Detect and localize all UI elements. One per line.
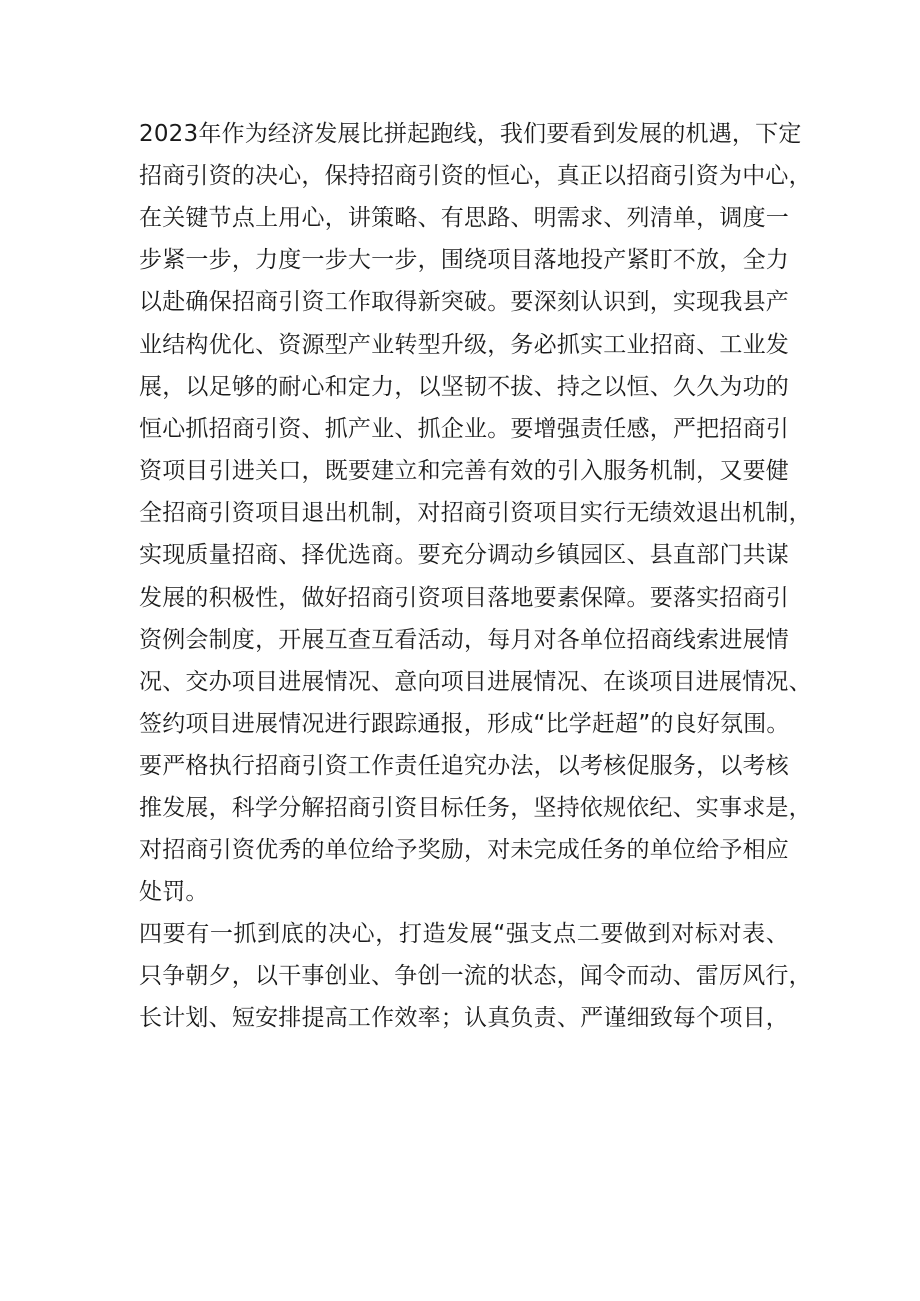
text-line: 发展的积极性，做好招商引资项目落地要素保障。要落实招商引 xyxy=(139,585,789,611)
text-line: 资例会制度，开展互查互看活动，每月对各单位招商线索进展情 xyxy=(139,627,789,653)
text-line: 四要有一抓到底的决心，打造发展“强支点二要做到对标对表、 xyxy=(139,921,789,947)
text-line: 以赴确保招商引资工作取得新突破。要深刻认识到，实现我县产 xyxy=(139,289,789,315)
text-line: 展，以足够的耐心和定力，以坚韧不拔、持之以恒、久久为功的 xyxy=(139,374,789,400)
text-line: 推发展，科学分解招商引资目标任务，坚持依规依纪、实事求是， xyxy=(139,795,812,821)
text-line: 招商引资的决心，保持招商引资的恒心，真正以招商引资为中心， xyxy=(139,163,812,189)
text-line: 资项目引进关口，既要建立和完善有效的引入服务机制，又要健 xyxy=(139,458,789,484)
text-line: 况、交办项目进展情况、意向项目进展情况、在谈项目进展情况、 xyxy=(139,669,812,695)
text-line: 签约项目进展情况进行跟踪通报，形成“比学赶超”的良好氛围。 xyxy=(139,711,790,737)
text-line: 处罚。 xyxy=(139,879,209,905)
text-line: 对招商引资优秀的单位给予奖励，对未完成任务的单位给予相应 xyxy=(139,837,789,863)
text-line: 在关键节点上用心，讲策略、有思路、明需求、列清单，调度一 xyxy=(139,205,789,231)
text-line: 实现质量招商、择优选商。要充分调动乡镇园区、县直部门共谋 xyxy=(139,542,789,568)
text-line: 步紧一步，力度一步大一步，围绕项目落地投产紧盯不放，全力 xyxy=(139,247,789,273)
text-line: 要严格执行招商引资工作责任追究办法，以考核促服务，以考核 xyxy=(139,753,789,779)
text-line: 长计划、短安排提高工作效率；认真负责、严谨细致每个项目， xyxy=(139,1005,789,1031)
text-line: 业结构优化、资源型产业转型升级，务必抓实工业招商、工业发 xyxy=(139,332,789,358)
text-line: 恒心抓招商引资、抓产业、抓企业。要增强责任感，严把招商引 xyxy=(139,416,789,442)
text-line: 只争朝夕，以干事创业、争创一流的状态，闻令而动、雷厉风行， xyxy=(139,963,812,989)
text-line: 全招商引资项目退出机制，对招商引资项目实行无绩效退出机制， xyxy=(139,500,812,526)
text-line: 2023年作为经济发展比拼起跑线，我们要看到发展的机遇，下定 xyxy=(139,121,802,147)
